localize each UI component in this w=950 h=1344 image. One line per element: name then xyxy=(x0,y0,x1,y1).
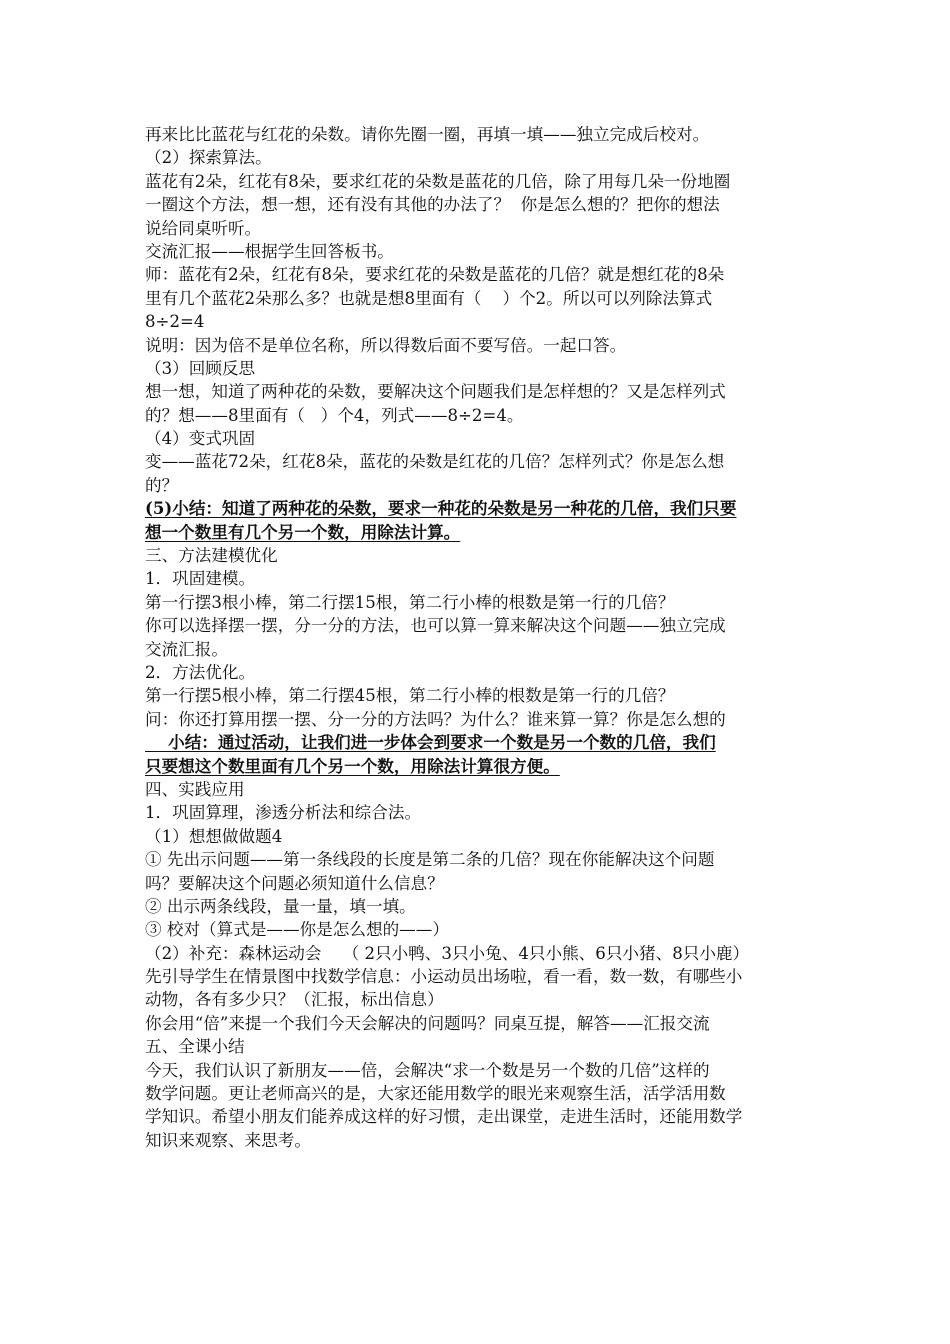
text-line: （2）补充：森林运动会 （ 2只小鸭、3只小兔、4只小熊、6只小猪、8只小鹿） xyxy=(145,943,750,963)
text-line: 师：蓝花有2朵，红花有8朵，要求红花的朵数是蓝花的几倍？就是想红花的8朵 xyxy=(145,265,725,285)
text-line: 的？想——8里面有（ ）个4，列式——8÷2=4。 xyxy=(145,405,524,425)
text-line: 你可以选择摆一摆，分一分的方法，也可以算一算来解决这个问题——独立完成 xyxy=(145,616,726,636)
document-body xyxy=(145,123,809,1152)
text-line: 再来比比蓝花与红花的朵数。请你先圈一圈，再填一填——独立完成后校对。 xyxy=(145,125,710,144)
summary-line: 想一个数里有几个另一个数，用除法计算。 xyxy=(145,521,461,542)
text-line: 学知识。希望小朋友们能养成这样的好习惯，走出课堂，走进生活时，还能用数学 xyxy=(145,1107,743,1127)
text-line: 里有几个蓝花2朵那么多？也就是想8里面有（ ）个2。所以可以列除法算式 xyxy=(145,288,713,308)
text-line: 吗？要解决这个问题必须知道什么信息？ xyxy=(145,873,444,893)
section-heading: 五、全课小结 xyxy=(145,1037,245,1057)
section-heading: 1．巩固算理，渗透分析法和综合法。 xyxy=(145,803,422,823)
summary-line: (5)小结：知道了两种花的朵数，要求一种花的朵数是另一种花的几倍，我们只要 xyxy=(145,498,737,519)
text-line: ① 先出示问题——第一条线段的长度是第二条的几倍？现在你能解决这个问题 xyxy=(145,850,715,870)
section-heading: 1．巩固建模。 xyxy=(145,569,256,589)
text-line: 说明：因为倍不是单位名称，所以得数后面不要写倍。一起口答。 xyxy=(145,335,627,355)
text-line: 问：你还打算用摆一摆、分一分的方法吗？为什么？谁来算一算？你是怎么想的 xyxy=(145,709,726,729)
text-line: 动物，各有多少只？（汇报，标出信息） xyxy=(145,990,444,1010)
text-line: 交流汇报——根据学生回答板书。 xyxy=(145,241,394,261)
text-line: 一圈这个方法，想一想，还有没有其他的办法了？ 你是怎么想的？把你的想法 xyxy=(145,195,720,215)
text-line: 你会用“倍”来提一个我们今天会解决的问题吗？同桌互提，解答——汇报交流 xyxy=(145,1013,710,1033)
text-line: 交流汇报。 xyxy=(145,639,228,659)
text-line: ② 出示两条线段，量一量，填一填。 xyxy=(145,896,416,916)
text-line: 先引导学生在情景图中找数学信息：小运动员出场啦，看一看，数一数，有哪些小 xyxy=(145,967,743,987)
text-line: 的？ xyxy=(145,475,179,495)
section-heading: （4）变式巩固 xyxy=(145,429,256,449)
section-heading: （1）想想做做题4 xyxy=(145,826,283,846)
text-line: 数学问题。更让老师高兴的是，大家还能用数学的眼光来观察生活，活学活用数 xyxy=(145,1084,726,1104)
section-heading: （2）探索算法。 xyxy=(145,148,272,168)
text-line: 第一行摆5根小棒，第二行摆45根，第二行小棒的根数是第一行的几倍？ xyxy=(145,686,675,706)
section-heading: 三、方法建模优化 xyxy=(145,546,278,566)
text-line: 想一想，知道了两种花的朵数，要解决这个问题我们是怎样想的？又是怎样列式 xyxy=(145,382,726,402)
summary-line: 只要想这个数里面有几个另一个数，用除法计算很方便。 xyxy=(145,755,560,776)
text-line: 第一行摆3根小棒，第二行摆15根，第二行小棒的根数是第一行的几倍？ xyxy=(145,592,675,612)
section-heading: 2．方法优化。 xyxy=(145,662,256,682)
text-line: 今天，我们认识了新朋友——倍，会解决“求一个数是另一个数的几倍”这样的 xyxy=(145,1060,710,1080)
text-line: ③ 校对（算式是——你是怎么想的——） xyxy=(145,920,449,940)
summary-line: 小结：通过活动，让我们进一步体会到要求一个数是另一个数的几倍，我们 xyxy=(145,732,716,753)
equation-line: 8÷2=4 xyxy=(145,312,205,332)
text-line: 变——蓝花72朵，红花8朵，蓝花的朵数是红花的几倍？怎样列式？你是怎么想 xyxy=(145,452,725,472)
text-line: 说给同桌听听。 xyxy=(145,218,262,238)
text-line: 知识来观察、来思考。 xyxy=(145,1130,311,1150)
section-heading: （3）回顾反思 xyxy=(145,358,256,378)
text-line: 蓝花有2朵，红花有8朵，要求红花的朵数是蓝花的几倍，除了用每几朵一份地圈 xyxy=(145,171,731,191)
section-heading: 四、实践应用 xyxy=(145,779,245,799)
